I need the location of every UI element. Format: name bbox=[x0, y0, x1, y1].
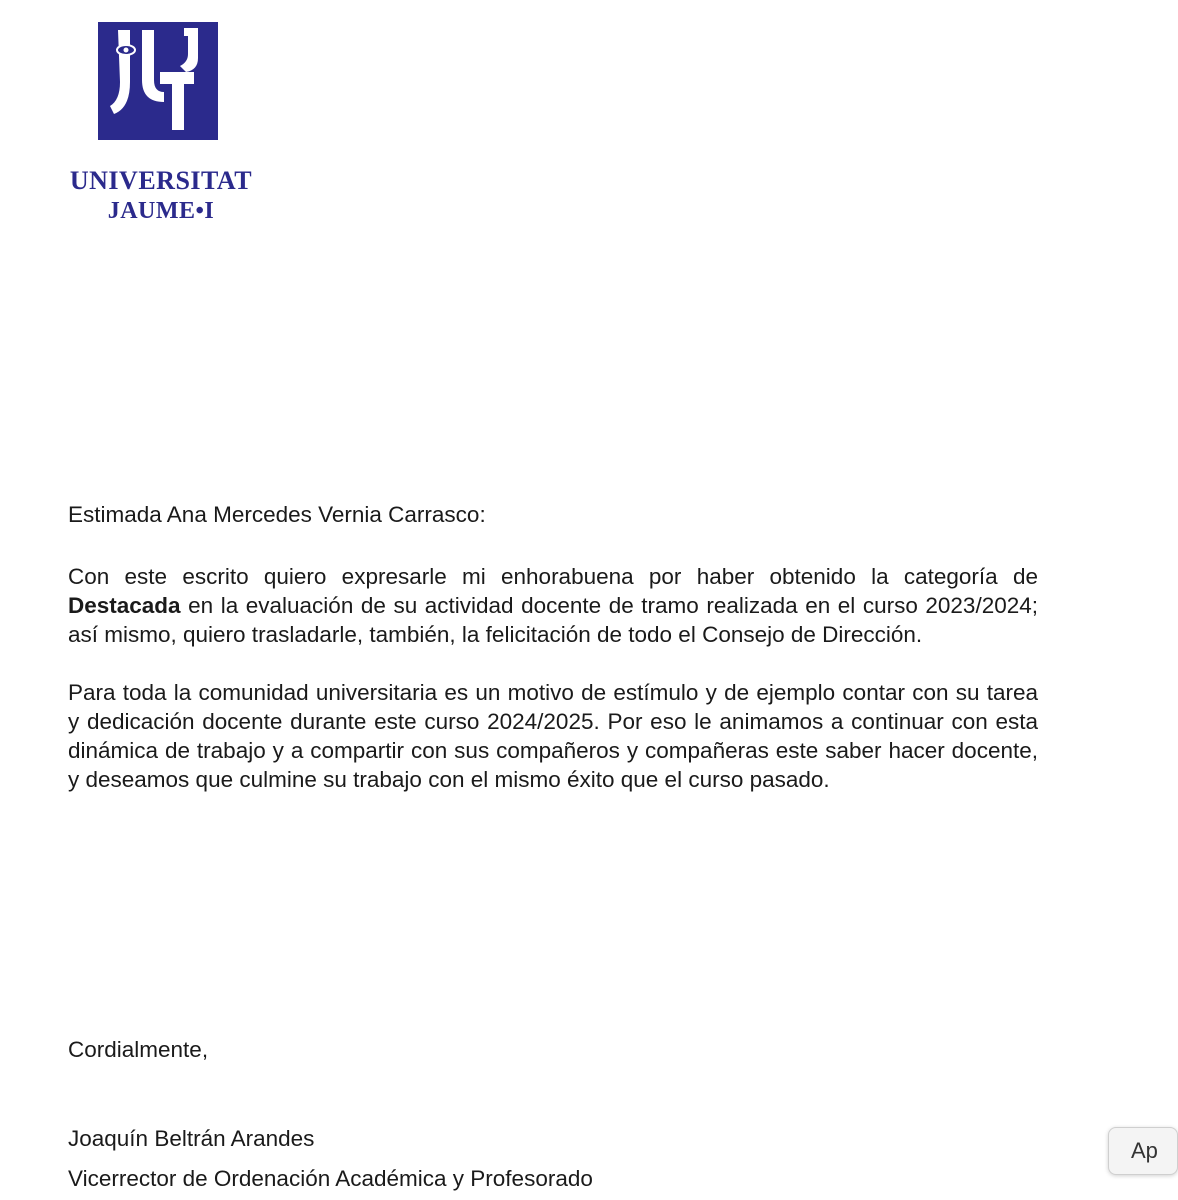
letter-greeting: Estimada Ana Mercedes Vernia Carrasco: bbox=[68, 502, 486, 527]
university-logo bbox=[66, 22, 256, 224]
letter-paragraph-1 bbox=[68, 562, 1038, 649]
logo-text-line2: JAUME•I bbox=[107, 198, 215, 224]
university-emblem-icon bbox=[98, 22, 218, 140]
paragraph-1-end: en la evaluación de su actividad docente de tramo realizada en el curso 2023/2024; así mismo, quiero trasladarle, también, la felicitación de todo el Consejo de Dirección. bbox=[68, 593, 1038, 647]
logo-text-line1: UNIVERSITAT bbox=[69, 166, 253, 195]
paragraph-1-start: Con este escrito quiero expresarle mi enhorabuena por haber obtenido la categoría de bbox=[68, 564, 1038, 589]
category-highlight: Destacada bbox=[68, 593, 181, 618]
signer-name: Joaquín Beltrán Arandes bbox=[68, 1126, 315, 1151]
letter-paragraph-2: Para toda la comunidad universitaria es un motivo de estímulo y de ejemplo contar con su tarea y dedicación docente durante este curso 2024/2025. Por eso le animamos a continuar con esta dinámica de trabajo y a compartir con sus compañeros y compañeras este saber hacer docente, y deseamos que culmine su trabajo con el mismo éxito que el curso pasado. bbox=[68, 680, 1038, 792]
floating-action-button[interactable]: Ap bbox=[1108, 1127, 1178, 1175]
letter-closing: Cordialmente, bbox=[68, 1037, 209, 1062]
signer-title: Vicerrector de Ordenación Académica y Profesorado bbox=[68, 1166, 593, 1191]
letter-body bbox=[68, 500, 1038, 823]
